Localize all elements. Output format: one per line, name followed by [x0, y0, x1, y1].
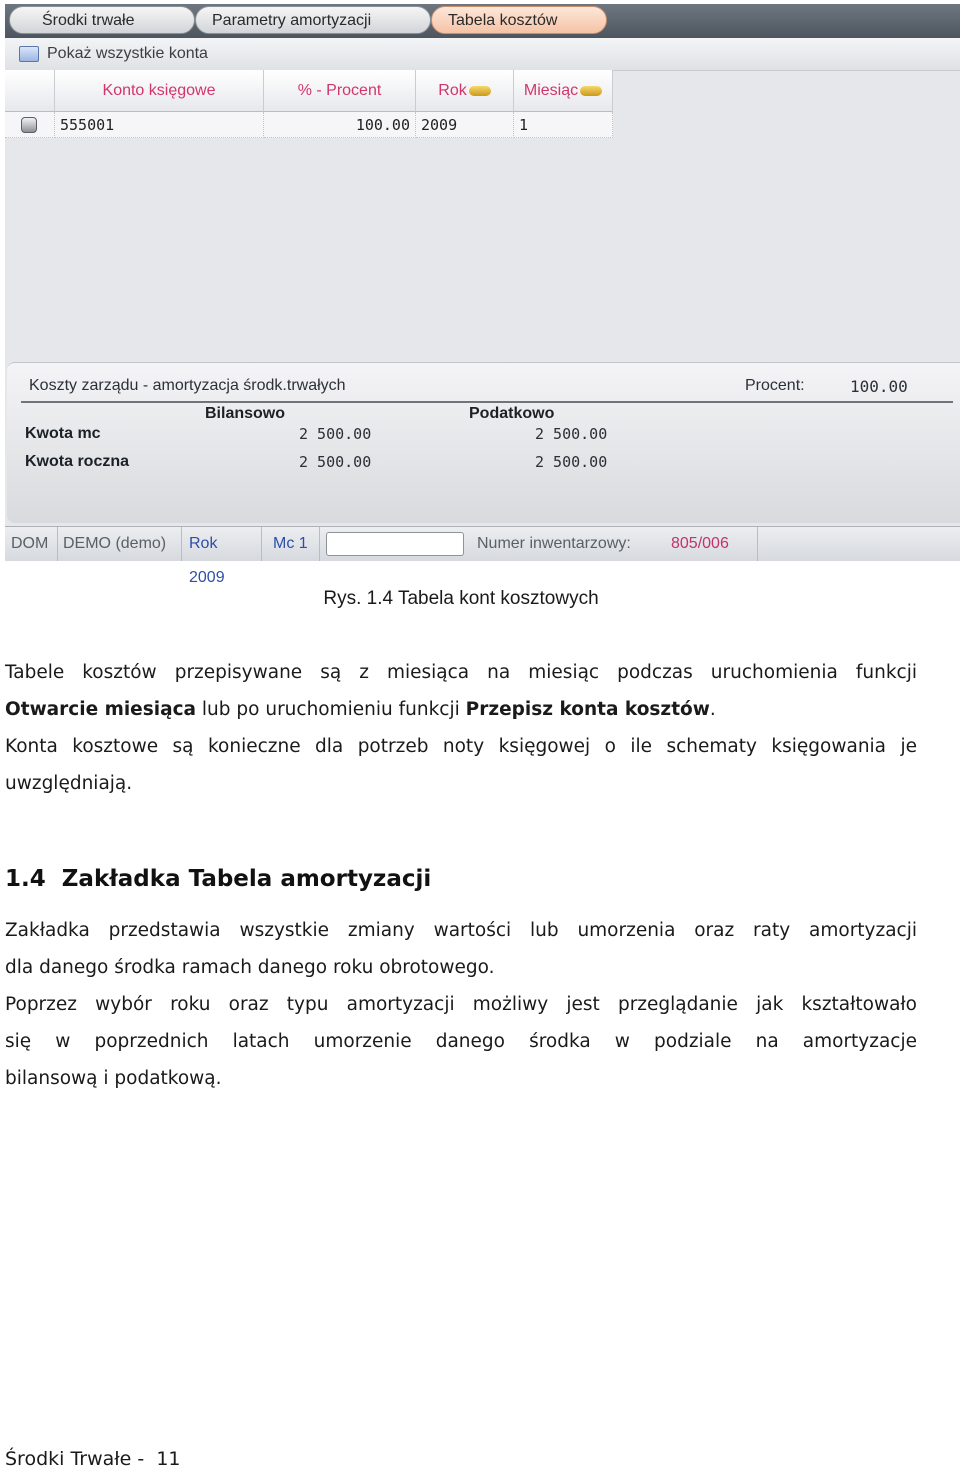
kwota-roczna-label: Kwota roczna — [25, 453, 130, 470]
paragraph-4-line-3: bilansową i podatkową. — [5, 1068, 222, 1089]
summary-divider — [21, 401, 953, 403]
tab-tabela-kosztow[interactable]: Tabela kosztów — [431, 6, 607, 34]
column-header-procent[interactable] — [264, 70, 416, 112]
paragraph-4-line-2: się w poprzednich latach umorzenie danego środka w podziale na amortyzacje — [5, 1031, 917, 1052]
section-heading: 1.4 Zakładka Tabela amortyzacji — [5, 866, 432, 892]
show-all-accounts-label: Pokaż wszystkie konta — [47, 45, 208, 62]
paragraph-2-line-2: uwzględniają. — [5, 773, 133, 794]
figure-caption: Rys. 1.4 Tabela kont kosztowych — [323, 588, 599, 609]
window-list-icon — [19, 46, 39, 62]
column-header-miesiac[interactable] — [514, 70, 613, 112]
app-screenshot — [5, 4, 960, 586]
record-icon — [21, 117, 37, 133]
tab-bar — [5, 4, 960, 38]
status-numer-label: Numer inwentarzowy: — [477, 535, 631, 552]
paragraph-1-line-2 — [5, 691, 917, 728]
cell-konto[interactable]: 555001 — [55, 112, 264, 138]
empty-grid-area — [5, 138, 960, 362]
status-demo: DEMO (demo) — [57, 527, 182, 561]
cell-procent[interactable]: 100.00 — [264, 112, 416, 138]
paragraph-3-line-1: Zakładka przedstawia wszystkie zmiany wartości lub umorzenia oraz raty amortyzacji — [5, 920, 917, 941]
cost-table — [5, 70, 613, 138]
kwota-mc-bilansowo: 2 500.00 — [299, 425, 372, 443]
bold-otwarcie-miesiaca: Otwarcie miesiąca — [5, 699, 197, 720]
paragraph-1-end: . — [709, 699, 716, 720]
toolbar — [5, 38, 960, 71]
status-numer-value: 805/006 — [665, 527, 758, 561]
tab-srodki-trwale[interactable]: Środki trwałe — [9, 6, 195, 34]
cell-rok[interactable]: 2009 — [416, 112, 514, 138]
column-podatkowo: Podatkowo — [469, 405, 555, 422]
summary-procent-value: 100.00 — [850, 377, 908, 396]
column-bilansowo: Bilansowo — [205, 405, 286, 422]
status-rok: Rok 2009 — [183, 527, 262, 561]
summary-procent-label: Procent: — [745, 377, 805, 394]
column-header-konto[interactable] — [55, 70, 264, 112]
column-header-procent-label: % - Procent — [297, 82, 382, 99]
summary-title: Koszty zarządu - amortyzacja środk.trwałych — [29, 377, 346, 394]
column-header-miesiac-label: Miesiąc — [523, 82, 579, 99]
cell-miesiac[interactable]: 1 — [514, 112, 613, 138]
paragraph-1-mid: lub po uruchomieniu funkcji — [196, 699, 466, 720]
key-icon — [580, 86, 602, 96]
tab-parametry-amortyzacji[interactable]: Parametry amortyzacji — [195, 6, 431, 34]
summary-panel — [7, 362, 960, 523]
show-all-accounts-button[interactable] — [19, 43, 208, 65]
kwota-mc-label: Kwota mc — [25, 425, 101, 442]
row-selector-header — [5, 70, 55, 112]
column-header-konto-label: Konto księgowe — [102, 82, 216, 99]
status-mc: Mc 1 — [267, 527, 320, 561]
paragraph-1 — [5, 654, 917, 802]
paragraph-2-line-1: Konta kosztowe są konieczne dla potrzeb noty księgowej o ile schematy księgowania je — [5, 736, 917, 757]
bold-przepisz-konta: Przepisz konta kosztów — [465, 699, 710, 720]
paragraph-3 — [5, 912, 917, 1097]
column-header-rok-label: Rok — [438, 82, 467, 99]
paragraph-4-line-1: Poprzez wybór roku oraz typu amortyzacji możliwy jest przeglądanie jak kształtowało — [5, 994, 917, 1015]
key-icon — [469, 86, 491, 96]
status-search-input[interactable] — [326, 532, 464, 556]
page-footer: Środki Trwałe - 11 — [5, 1448, 181, 1470]
row-selector[interactable] — [5, 112, 55, 138]
column-header-rok[interactable] — [416, 70, 514, 112]
status-dom: DOM — [5, 527, 58, 561]
status-bar — [5, 526, 960, 586]
kwota-roczna-podatkowo: 2 500.00 — [535, 453, 608, 471]
paragraph-1-line-1: Tabele kosztów przepisywane są z miesiąca na miesiąc podczas uruchomienia funkcji — [5, 662, 917, 683]
kwota-mc-podatkowo: 2 500.00 — [535, 425, 608, 443]
kwota-roczna-bilansowo: 2 500.00 — [299, 453, 372, 471]
paragraph-3-line-2: dla danego środka ramach danego roku obrotowego. — [5, 957, 495, 978]
